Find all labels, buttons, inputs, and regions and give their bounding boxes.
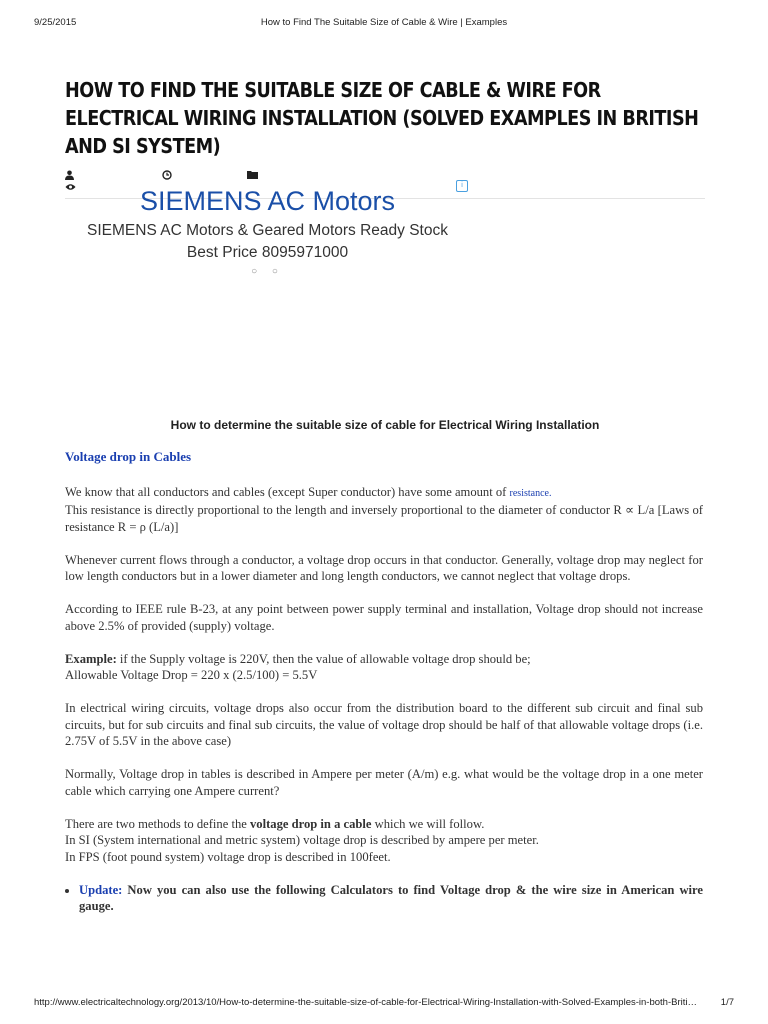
print-header	[34, 17, 734, 31]
resistance-link[interactable]: resistance.	[509, 487, 552, 499]
ad-description: SIEMENS AC Motors & Geared Motors Ready Stock	[87, 222, 448, 239]
update-label: Update:	[79, 882, 123, 897]
paragraph-methods: There are two methods to define the voltage drop in a cable which we will follow. In SI (System international and metric system) voltage drop is described by ampere per meter. In FPS (foot pound system) voltage drop is described in 100feet.	[65, 816, 539, 864]
page-number: 1/7	[720, 997, 734, 1008]
ad-price: Best Price 8095971000	[186, 244, 349, 261]
paragraph-resistance: We know that all conductors and cables (except Super conductor) have some amount of resistance. This resistance is directly proportional to the length and inversely proportional to the diameter of conductor R ∝ L/a [Laws of resistance R = ρ (L/a)]	[65, 484, 703, 534]
section-heading[interactable]: Voltage drop in Cables	[65, 449, 192, 464]
example-calculation: Allowable Voltage Drop = 220 x (2.5/100) = 5.5V	[65, 668, 318, 682]
example-label: Example:	[65, 651, 117, 666]
paragraph-current: Whenever current flows through a conductor, a voltage drop occurs in that conductor. Generally, voltage drop may neglect for low length conductors but in a lower diameter and long length conductors, we cannot neglect that voltage drops.	[65, 552, 703, 583]
figure-caption: How to determine the suitable size of cable for Electrical Wiring Installation	[170, 418, 600, 432]
ad-title[interactable]: SIEMENS AC Motors	[139, 186, 396, 216]
update-list	[65, 882, 703, 915]
paragraph-example: Example: if the Supply voltage is 220V, then the value of allowable voltage drop should be; Allowable Voltage Drop = 220 x (2.5/100) = 5.5V	[65, 651, 531, 682]
paragraph-subcircuits: In electrical wiring circuits, voltage drops also occur from the distribution board to the different sub circuit and final sub circuits, but for sub circuits and final sub circuits, the value of voltage drop should be half of that allowable voltage drops (i.e. 2.75V of 5.5V in the above case)	[65, 701, 703, 748]
update-item: • Update: Now you can also use the following Calculators to find Voltage drop & the wire size in American wire gauge.	[79, 882, 703, 915]
advertisement[interactable]	[65, 178, 470, 288]
article-body	[65, 449, 703, 915]
ad-carousel-dots[interactable]: ○ ○	[251, 266, 284, 277]
print-page-title: How to Find The Suitable Size of Cable & Wire | Examples	[260, 17, 508, 28]
ad-info-icon[interactable]: i	[456, 180, 468, 192]
article-title: HOW TO FIND THE SUITABLE SIZE OF CABLE & WIRE FOR ELECTRICAL WIRING INSTALLATION (SOLVED EXAMPLES IN BRITISH AND SI SYSTEM)	[65, 78, 699, 158]
paragraph-tables: Normally, Voltage drop in tables is described in Ampere per meter (A/m) e.g. what would be the voltage drop in a one meter cable which carrying one Ampere current?	[65, 767, 703, 798]
print-footer	[34, 997, 734, 1011]
print-date: 9/25/2015	[34, 17, 77, 28]
paragraph-ieee: According to IEEE rule B-23, at any point between power supply terminal and installation, Voltage drop should not increase above 2.5% of provided (supply) voltage.	[65, 602, 703, 633]
print-url: http://www.electricaltechnology.org/2013/10/How-to-determine-the-suitable-size-of-cable-for-Electrical-Wiring-Installation-with-Solved-Examples-in-both-Briti…	[34, 997, 697, 1008]
